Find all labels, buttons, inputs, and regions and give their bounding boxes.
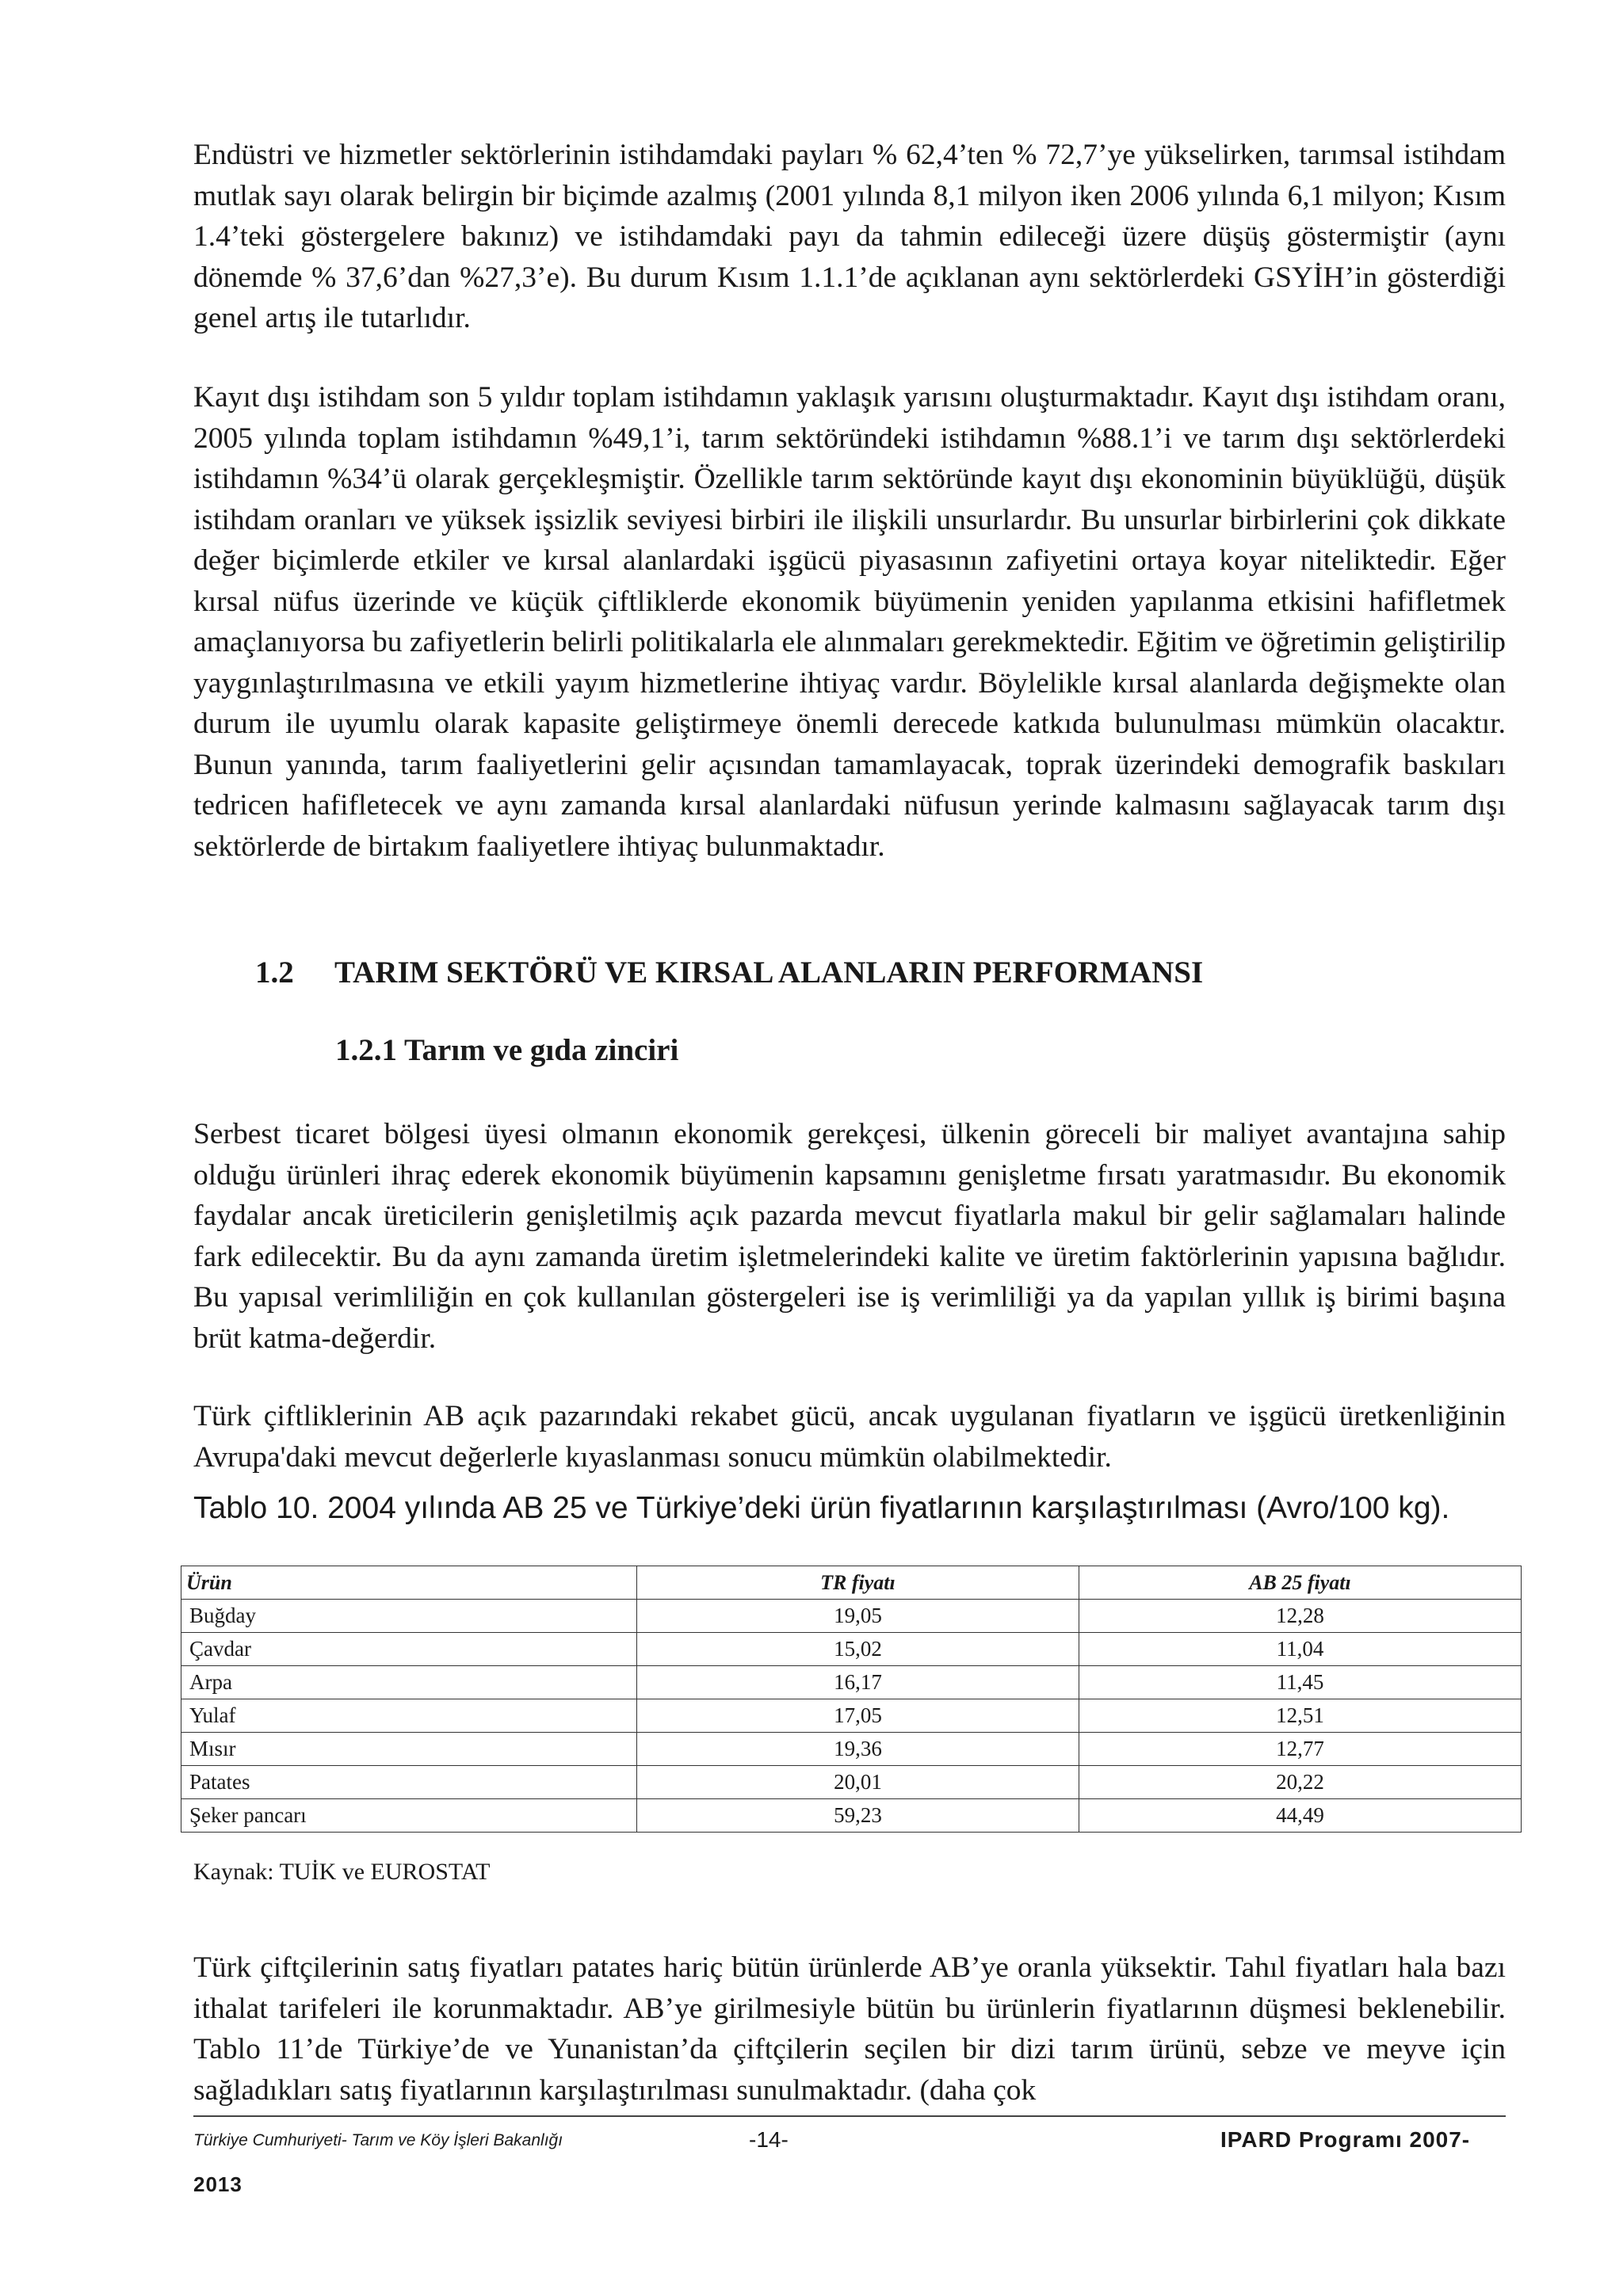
header-ab25-price: AB 25 fiyatı [1079,1566,1521,1600]
paragraph-competitiveness: Türk çiftliklerinin AB açık pazarındaki rekabet gücü, ancak uygulanan fiyatların ve işgücü üretkenliğinin Avrupa'daki mevcut değerlerle kıyaslanması sonucu mümkün olabilmektedir. [193,1400,1506,1474]
footer-year: 2013 [193,2172,242,2196]
section-title: TARIM SEKTÖRÜ VE KIRSAL ALANLARIN PERFORMANSI [334,955,1204,990]
cell-product: Patates [181,1766,637,1799]
cell-ab25-price: 12,28 [1079,1600,1521,1633]
cell-ab25-price: 12,51 [1079,1699,1521,1733]
header-product: Ürün [181,1566,637,1600]
footer-ministry: Türkiye Cumhuriyeti- Tarım ve Köy İşleri Bakanlığı [193,2131,563,2149]
table-row [181,1699,1522,1733]
section-number: 1.2 [255,955,294,990]
table-row [181,1600,1522,1633]
cell-ab25-price: 11,04 [1079,1633,1521,1666]
table-header-row [181,1566,1522,1600]
cell-ab25-price: 20,22 [1079,1766,1521,1799]
cell-tr-price: 59,23 [636,1799,1079,1833]
section-heading [255,955,1203,990]
cell-tr-price: 19,36 [636,1733,1079,1766]
cell-ab25-price: 11,45 [1079,1666,1521,1699]
cell-product: Yulaf [181,1699,637,1733]
paragraph-free-trade: Serbest ticaret bölgesi üyesi olmanın ekonomik gerekçesi, ülkenin göreceli bir maliyet avantajına sahip olduğu ürünleri ihraç ederek ekonomik büyümenin kapsamını genişletme fırsatı yaratmasıdır. Bu ekonomik faydalar ancak üreticilerin genişletilmiş açık pazarda mevcut fiyatlarla makul bir gelir sağlamaları halinde fark edilecektir. Bu da aynı zamanda üretim işletmelerindeki kalite ve üretim faktörlerinin yapısına bağlıdır. Bu yapısal verimliliğin en çok kullanılan göstergeleri ise iş verimliliği ya da yapılan yıllık iş birimi başına brüt katma-değerdir. [193,1118,1506,1355]
cell-tr-price: 15,02 [636,1633,1079,1666]
cell-tr-price: 17,05 [636,1699,1079,1733]
page-number: -14- [749,2127,789,2152]
table-row [181,1766,1522,1799]
footer-program: IPARD Programı 2007- [1220,2127,1471,2152]
paragraph-employment-shares: Endüstri ve hizmetler sektörlerinin istihdamdaki payları % 62,4’ten % 72,7’ye yükselirken, tarımsal istihdam mutlak sayı olarak belirgin bir biçimde azalmış (2001 yılında 8,1 milyon iken 2006 yılında 6,1 milyon; Kısım 1.4’teki göstergelere bakınız) ve istihdamdaki payı da tahmin edileceği üzere düşüş göstermiştir (aynı dönemde % 37,6’dan %27,3’e). Bu durum Kısım 1.1.1’de açıklanan aynı sektörlerdeki GSYİH’in gösterdiği genel artış ile tutarlıdır. [193,139,1506,334]
cell-product: Buğday [181,1600,637,1633]
cell-product: Çavdar [181,1633,637,1666]
subsection-heading: 1.2.1 Tarım ve gıda zinciri [335,1033,679,1067]
header-tr-price: TR fiyatı [636,1566,1079,1600]
table-row [181,1666,1522,1699]
price-comparison-table [181,1566,1522,1833]
cell-tr-price: 20,01 [636,1766,1079,1799]
cell-tr-price: 16,17 [636,1666,1079,1699]
table-row [181,1799,1522,1833]
footer-divider [193,2115,1506,2117]
cell-product: Şeker pancarı [181,1799,637,1833]
cell-ab25-price: 12,77 [1079,1733,1521,1766]
paragraph-informal-employment: Kayıt dışı istihdam son 5 yıldır toplam istihdamın yaklaşık yarısını oluşturmaktadır. Kayıt dışı istihdam oranı, 2005 yılında toplam istihdamın %49,1’i, tarım sektöründeki istihdamın %88.1’i ve tarım dışı sektörlerdeki istihdamın %34’ü olarak gerçekleşmiştir. Özellikle tarım sektöründe kayıt dışı ekonominin büyüklüğü, düşük istihdam oranları ve yüksek işsizlik seviyesi birbiri ile ilişkili unsurlardır. Bu unsurlar birbirlerini çok dikkate değer biçimlerde etkiler ve kırsal alanlardaki işgücü piyasasının zafiyetini ortaya koyar niteliktedir. Eğer kırsal nüfus üzerinde ve küçük çiftliklerde ekonomik büyümenin yeniden yapılanma etkisini hafifletmek amaçlanıyorsa bu zafiyetlerin belirli politikalarla ele alınmaları gerekmektedir. Eğitim ve öğretimin geliştirilip yaygınlaştırılmasına ve etkili yayım hizmetlerine ihtiyaç vardır. Böylelikle kırsal alanlarda değişmekte olan durum ile uyumlu olarak kapasite geliştirmeye önemli derecede katkıda bulunulması mümkün olacaktır. Bunun yanında, tarım faaliyetlerini gelir açısından tamamlayacak, toprak üzerindeki demografik baskıları tedricen hafifletecek ve aynı zamanda kırsal alanlardaki nüfusun yerinde kalmasını sağlayacak tarım dışı sektörlerde de birtakım faaliyetlere ihtiyaç bulunmaktadır. [193,381,1506,863]
table-row [181,1733,1522,1766]
table-caption: Tablo 10. 2004 yılında AB 25 ve Türkiye’deki ürün fiyatlarının karşılaştırılması (Avro/100 kg). [193,1491,1450,1525]
table-source: Kaynak: TUİK ve EUROSTAT [193,1859,491,1885]
cell-product: Mısır [181,1733,637,1766]
cell-product: Arpa [181,1666,637,1699]
cell-tr-price: 19,05 [636,1600,1079,1633]
paragraph-farmer-prices: Türk çiftçilerinin satış fiyatları patates hariç bütün ürünlerde AB’ye oranla yüksektir. Tahıl fiyatları hala bazı ithalat tarifeleri ile korunmaktadır. AB’ye girilmesiyle bütün bu ürünlerin fiyatlarının düşmesi beklenebilir. Tablo 11’de Türkiye’de ve Yunanistan’da çiftçilerin seçilen bir dizi tarım ürünü, sebze ve meyve için sağladıkları satış fiyatlarının karşılaştırılması sunulmaktadır. (daha çok [193,1951,1506,2107]
table-row [181,1633,1522,1666]
cell-ab25-price: 44,49 [1079,1799,1521,1833]
